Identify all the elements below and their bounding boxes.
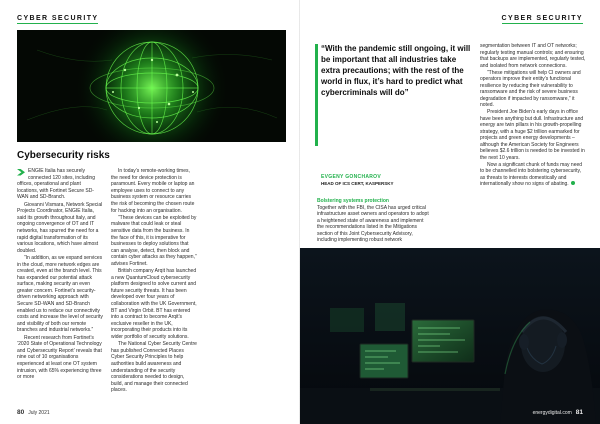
pull-quote: “With the pandemic still ongoing, it will be important that all industries take extra precautions; with the rest of the world in flux, it’s hard to predict what cybercriminals will do” [321,44,471,97]
section-tag: CYBER SECURITY [501,15,583,22]
column-1-paragraph: ENGIE Italia has securely connected 120 sites, including offices, operational and plant locations, with Fortinet Secure SD-WAN and SD-Branch. [17,168,95,201]
column-1-paragraph: Recent research from Fortinet’s ‘2020 State of Operational Technology and Cybersecurity Report’ reveals that nine out of 10 organisations experienced at least one OT system intrusion, with 65% experiencing three or more [17,334,102,381]
dropcap-arrow-icon [17,169,25,176]
page-number: 80 [17,409,25,416]
article-column-2 [111,168,197,395]
globe-illustration [17,30,286,142]
column-2-paragraph: “These devices can be exploited by malware that could leak or steal sensitive data from the business. In the face of this, it is imperative for businesses to deploy solutions that can analyse, detect, then block and contain cyber attacks as they happen,” advises Fortinet. [111,214,197,267]
column-3-paragraph: Now a significant chunk of funds may need to be channelled into bolstering cybersecurity, as threats to interests domestically and internationally show no signs of abating. [480,161,583,188]
page-number: 81 [575,409,583,416]
section-subhead: Bolstering systems protection [317,198,389,204]
quote-accent-bar [315,44,318,146]
section-tag: CYBER SECURITY [17,15,99,22]
workstation-illustration [300,248,600,424]
quote-attribution-role: HEAD OF ICS CERT, KASPERSKY [321,181,394,186]
right-folio [533,409,583,416]
right-page [300,0,600,424]
column-1-paragraph: Giovanni Vismara, Network Special Projects Coordinator, ENGIE Italia, said its growth throughout Italy, and ongoing convergence of OT and IT networks, has spurred the need for a rapid digital transformation of its various locations, which have almost doubled. [17,201,103,254]
globe-image [17,30,286,142]
hacker-workstation-photo [300,248,600,424]
left-folio [17,409,50,416]
column-3-paragraph: President Joe Biden’s early days in office have been anything but dull. Infrastructure and energy are twin pillars in his growth-propelling strategy, with a huge $2 trillion earmarked for projects and green energy developments – although the American Society for Engineers believes $2.6 trillion is needed to be invested in the next 10 years. [480,109,585,161]
column-1-paragraph: “In addition, as we expand services in the cloud, more network edges are created, even at the branch level. This has expanded our potential attack surface, making security an even greater concern. Fortinet’s security-driven networking approach with Secure SD-WAN and SD-Branch enabled us to reduce our connectivity costs and increase the level of security and visibility of both our remote branches and industrial networks.” [17,254,103,334]
end-of-article-icon [571,181,575,185]
website-url: energydigital.com [532,410,572,416]
article-column-mid [317,198,429,244]
article-headline: Cybersecurity risks [17,150,110,161]
column-2-paragraph: British company Arqit has launched a new QuantumCloud cybersecurity platform designed to solve current and future security threats. It has been developed over four years of collaboration with the UK Government, BT and Virgin Orbit. BT has entered into a contract to become Arqit’s exclusive reseller in the UK, incorporating their products into its wider portfolio of security solutions. [111,268,197,341]
column-3-paragraph: “These mitigations will help CI owners and operators improve their entity’s functional resilience by reducing their vulnerability to ransomware and the risk of severe business degradation if impacted by ransomware,” it noted. [480,69,581,109]
column-2-paragraph: In today’s remote-working times, the need for device protection is paramount. Every mobile or laptop an employee uses to connect to any business system or resource carries the risk of becoming the chosen route for hacking into an organisation. [111,168,195,214]
column-3-paragraph: segmentation between IT and OT networks; regularly testing manual controls; and ensuring that backups are implemented, regularly tested, and isolated from network connections. [480,43,586,69]
issue-date: July 2021 [28,410,50,416]
column-mid-paragraph: Together with the FBI, the CISA has urged critical infrastructure asset owners and operators to adopt a heightened state of awareness and implement the recommendations listed in the Mitigations section of this Joint Cybersecurity Advisory, including implementing robust network [317,205,429,244]
column-2-paragraph: The National Cyber Security Centre has published Connected Places Cyber Security Principles to help authorities build awareness and understanding of the security considerations needed to design, build, and manage their connected places. [111,341,197,394]
quote-attribution-name: EVGENY GONCHAROV [321,174,381,180]
article-column-3 [480,43,586,188]
article-column-1 [17,168,103,381]
